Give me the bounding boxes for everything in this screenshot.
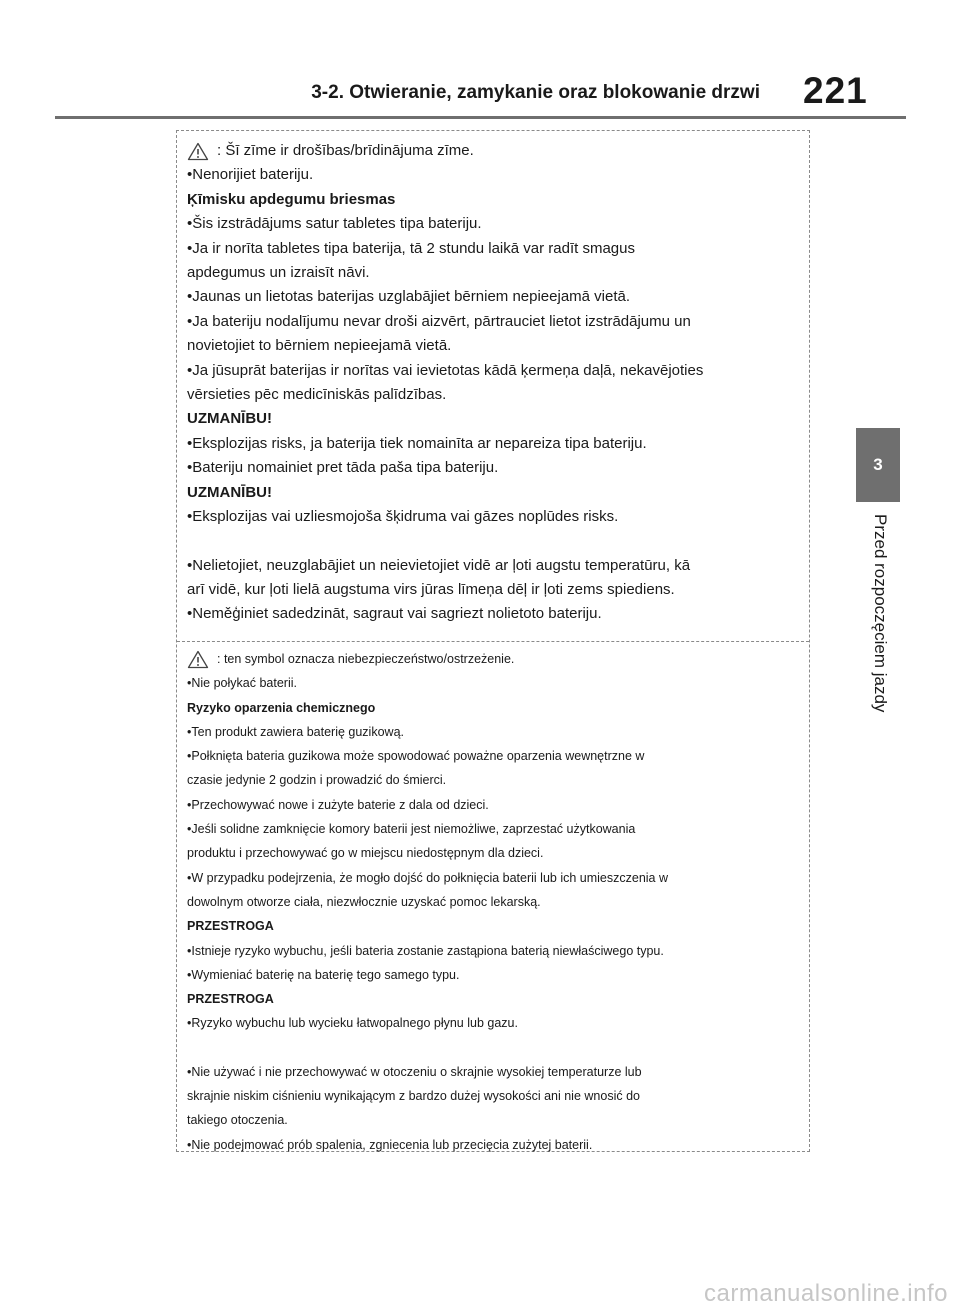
warning-line: •W przypadku podejrzenia, że mogło dojść do połknięcia baterii lub ich umieszczenia w — [187, 870, 669, 885]
warning-line: takiego otoczenia. — [187, 1113, 288, 1128]
warning-triangle-icon — [187, 650, 209, 669]
warning-line: czasie jedynie 2 godzin i prowadzić do śmierci. — [187, 773, 447, 788]
warning-heading: UZMANĪBU! — [187, 483, 272, 501]
warning-line: •Nie połykać baterii. — [187, 676, 297, 691]
footer-watermark[interactable]: carmanualsonline.info — [704, 1280, 948, 1307]
warning-line: •Ja ir norīta tabletes tipa baterija, tā 2 stundu laikā var radīt smagus — [187, 239, 635, 257]
warning-line: dowolnym otworze ciała, niezwłocznie uzyskać pomoc lekarską. — [187, 894, 541, 909]
warning-heading: Ķīmisku apdegumu briesmas — [187, 190, 396, 208]
warning-line: arī vidē, kur ļoti lielā augstuma virs jūras līmeņa dēļ ir ļoti zems spiediens. — [187, 580, 675, 598]
chapter-title: Przed rozpoczęciem jazdy — [871, 514, 890, 713]
warning-line: •Eksplozijas risks, ja baterija tiek nomainīta ar nepareiza tipa bateriju. — [187, 434, 647, 452]
warning-line: •Ryzyko wybuchu lub wycieku łatwopalnego płynu lub gazu. — [187, 1016, 518, 1031]
warning-line: •Nenorijiet bateriju. — [187, 166, 314, 184]
chapter-tab[interactable] — [856, 428, 900, 502]
warning-line: •Jaunas un lietotas baterijas uzglabājiet bērniem nepieejamā vietā. — [187, 288, 631, 306]
warning-panel-polish — [187, 647, 797, 1157]
warning-heading: Ryzyko oparzenia chemicznego — [187, 700, 376, 715]
warning-panel-latvian — [187, 139, 797, 627]
warning-line: •Jeśli solidne zamknięcie komory baterii jest niemożliwe, zaprzestać użytkowania — [187, 822, 636, 837]
page-number: 221 — [803, 70, 868, 111]
chapter-tab-number: 3 — [873, 455, 883, 474]
section-title: 3-2. Otwieranie, zamykanie oraz blokowanie drzwi — [311, 82, 760, 103]
warning-line: apdegumus un izraisīt nāvi. — [187, 264, 370, 282]
warning-line: skrajnie niskim ciśnieniu wynikającym z bardzo dużej wysokości ani nie wnosić do — [187, 1089, 640, 1104]
header-divider — [55, 116, 906, 119]
warning-line: •Eksplozijas vai uzliesmojoša šķidruma vai gāzes noplūdes risks. — [187, 508, 619, 526]
warning-line: produktu i przechowywać go w miejscu niedostępnym dla dzieci. — [187, 846, 544, 861]
warning-text-polish — [187, 671, 797, 1157]
warning-line: novietojiet to bērniem nepieejamā vietā. — [187, 337, 452, 355]
warning-symbol-text: : ten symbol oznacza niebezpieczeństwo/ostrzeżenie. — [217, 652, 515, 666]
warning-line: •Nelietojiet, neuzglabājiet un neievietojiet vidē ar ļoti augstu temperatūru, kā — [187, 556, 691, 574]
warning-line: •Przechowywać nowe i zużyte baterie z dala od dzieci. — [187, 797, 489, 812]
warning-heading: UZMANĪBU! — [187, 410, 272, 428]
warning-symbol-line — [187, 647, 797, 671]
warning-line: •Ja jūsuprāt baterijas ir norītas vai ievietotas kādā ķermeņa daļā, nekavējoties — [187, 361, 704, 379]
warning-line: •Nie używać i nie przechowywać w otoczeniu o skrajnie wysokiej temperaturze lub — [187, 1064, 642, 1079]
warning-line: •Połknięta bateria guzikowa może spowodować poważne oparzenia wewnętrzne w — [187, 749, 645, 764]
battery-warning-box — [176, 130, 810, 1152]
warning-line: •Ten produkt zawiera baterię guzikową. — [187, 724, 404, 739]
warning-symbol-line — [187, 139, 797, 163]
blank-line — [187, 1036, 797, 1060]
warning-line: •Wymieniać baterię na baterię tego samego typu. — [187, 967, 460, 982]
warning-heading: PRZESTROGA — [187, 992, 274, 1007]
warning-heading: PRZESTROGA — [187, 919, 274, 934]
language-divider — [177, 641, 809, 642]
warning-triangle-icon — [187, 142, 209, 161]
warning-text-latvian — [187, 163, 797, 626]
warning-line: •Šis izstrādājums satur tabletes tipa bateriju. — [187, 215, 482, 233]
warning-line: vērsieties pēc medicīniskās palīdzības. — [187, 386, 447, 404]
blank-line — [187, 530, 797, 554]
warning-symbol-text: : Šī zīme ir drošības/brīdinājuma zīme. — [217, 142, 474, 159]
warning-line: •Bateriju nomainiet pret tāda paša tipa bateriju. — [187, 459, 499, 477]
warning-line: •Istnieje ryzyko wybuchu, jeśli bateria zostanie zastąpiona baterią niewłaściwego typu. — [187, 943, 664, 958]
warning-line: •Neměģiniet sadedzināt, sagraut vai sagriezt nolietoto bateriju. — [187, 605, 602, 623]
warning-line: •Ja bateriju nodalījumu nevar droši aizvērt, pārtrauciet lietot izstrādājumu un — [187, 312, 691, 330]
warning-line: •Nie podejmować prób spalenia, zgniecenia lub przecięcia zużytej baterii. — [187, 1137, 593, 1152]
